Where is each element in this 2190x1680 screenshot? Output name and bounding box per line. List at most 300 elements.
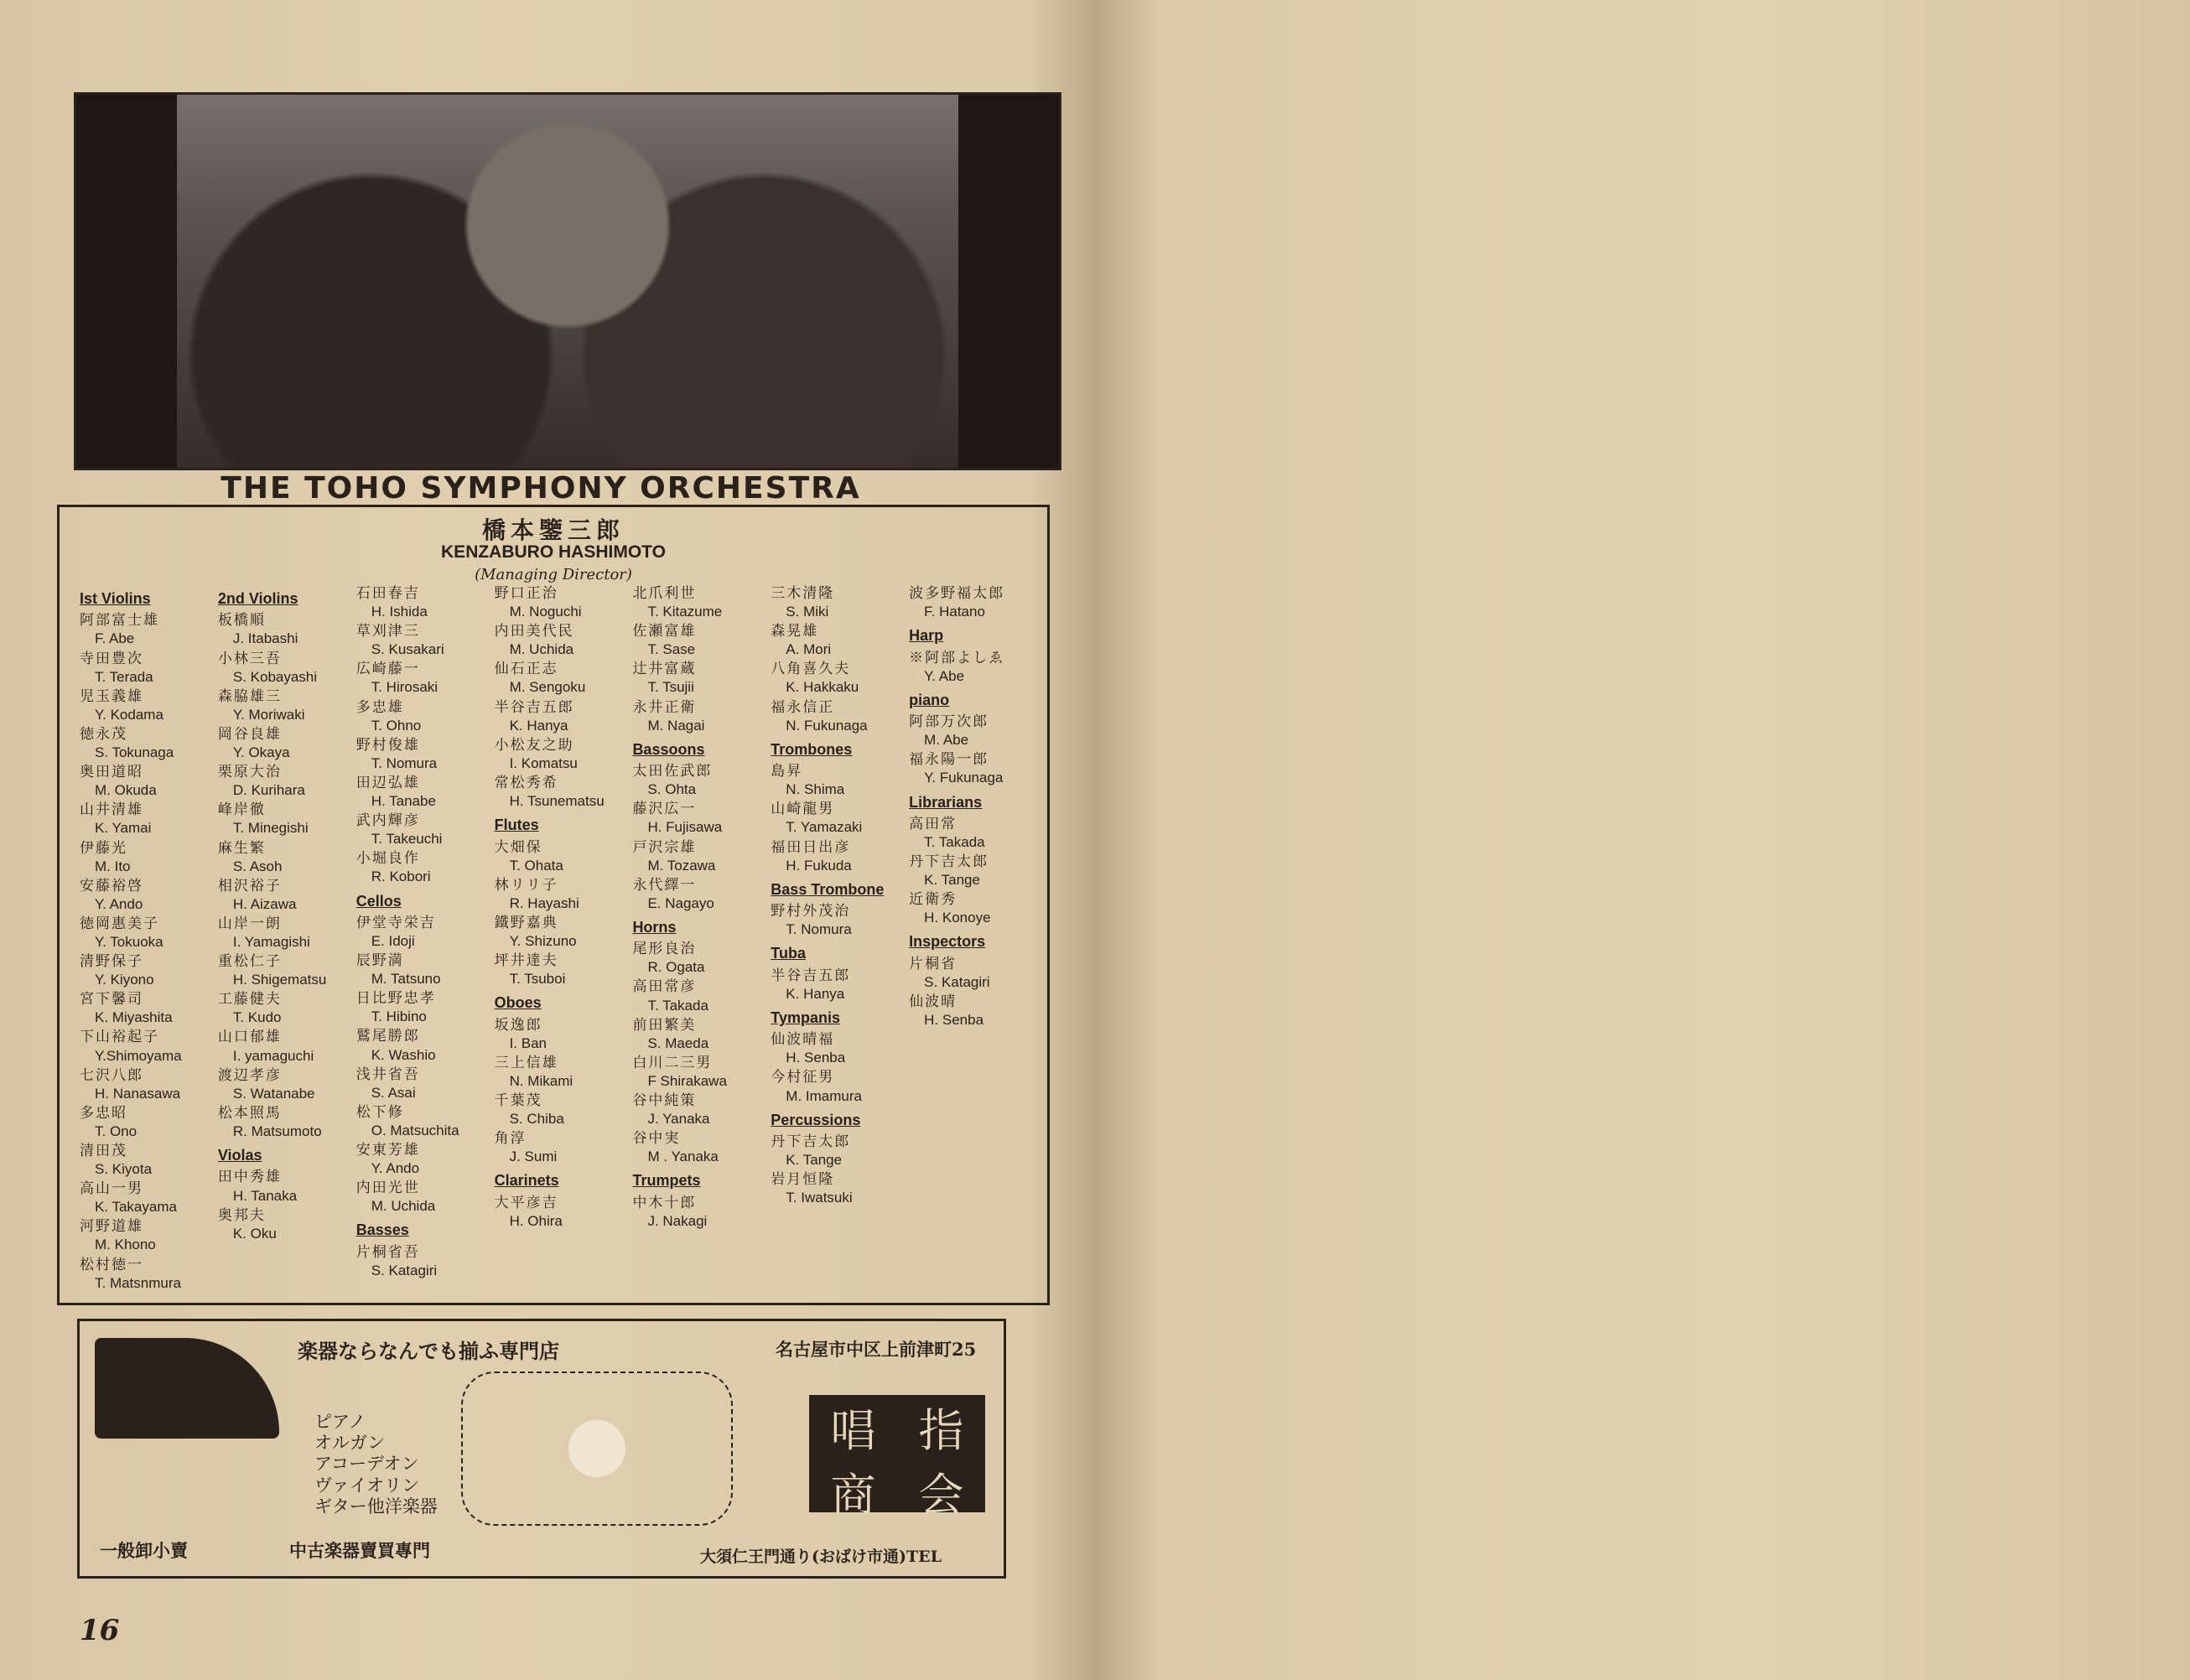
member-jp: 阿部富士雄	[80, 612, 159, 630]
member-jp: 太田佐武郎	[632, 763, 713, 780]
member-jp: 坂逸郎	[494, 1016, 542, 1034]
roster-member	[218, 877, 345, 914]
member-jp: 森晃雄	[771, 623, 819, 640]
member-en: T. Ohno	[371, 717, 422, 734]
member-jp: 三木清隆	[771, 585, 835, 602]
member-en: Y. Fukunaga	[924, 770, 1004, 786]
roster-member	[632, 660, 759, 697]
member-jp: 小堀良作	[355, 850, 420, 868]
roster-member	[632, 800, 759, 837]
member-jp: 岩月恒隆	[771, 1171, 835, 1189]
member-en: E. Idoji	[371, 932, 415, 949]
roster-column	[632, 584, 759, 1294]
member-jp: 多忠雄	[355, 698, 404, 716]
roster-member	[356, 1141, 483, 1178]
shop-char: 指	[918, 1404, 964, 1457]
member-jp: 福田日出彦	[771, 838, 851, 856]
roster-member	[80, 801, 206, 837]
member-en: Y. Abe	[924, 667, 965, 684]
roster-member	[632, 977, 759, 1014]
member-en: T. Kitazume	[647, 604, 723, 620]
roster-member	[218, 1028, 345, 1065]
member-en: K. Hakkaku	[786, 679, 859, 696]
ad-item: ピアノ	[314, 1412, 366, 1432]
roster-member	[495, 838, 621, 875]
roster-member	[495, 736, 621, 773]
roster-member	[80, 687, 206, 724]
roster-member	[771, 902, 897, 939]
member-jp: 内田美代民	[494, 623, 574, 640]
member-en: J. Yanaka	[647, 1111, 710, 1128]
member-en: H. Fujisawa	[647, 819, 723, 836]
ad-tel: 大須仁王門通り(おばけ市通)TEL	[700, 1548, 942, 1566]
member-en: K. Hanya	[509, 717, 568, 734]
roster-member	[495, 1194, 621, 1231]
member-en: K. Hanya	[786, 985, 845, 1002]
stage-wing-right	[958, 95, 1059, 468]
member-en: Y. Tokuoka	[95, 933, 163, 950]
member-en: T. Hibino	[371, 1009, 427, 1025]
member-jp: 鷲尾勝郎	[355, 1028, 420, 1045]
roster-member	[909, 713, 1035, 749]
member-jp: ※阿部よしゑ	[909, 649, 1005, 666]
member-jp: 高田常	[909, 815, 957, 832]
ad-item: オルガン	[314, 1433, 385, 1454]
member-en: R. Matsumoto	[232, 1123, 322, 1139]
roster-member	[218, 611, 345, 648]
roster-member	[218, 1168, 345, 1205]
member-en: H. Ohira	[509, 1212, 563, 1229]
member-en: M . Yanaka	[647, 1149, 719, 1165]
member-en: T. Takada	[924, 834, 985, 851]
roster-member	[80, 839, 206, 876]
roster-member	[909, 993, 1035, 1029]
member-en: T. Ohata	[509, 857, 563, 874]
section-heading: Trombones	[771, 740, 853, 758]
member-en: H. Shigematsu	[232, 972, 327, 988]
roster-member	[80, 763, 206, 800]
roster-member	[632, 1091, 759, 1128]
member-en: Y.Shimoyama	[95, 1047, 182, 1064]
member-en: T. Tsujii	[647, 679, 694, 696]
roster-member	[80, 877, 206, 914]
roster-member	[218, 990, 345, 1027]
ad-used: 中古楽器賣買專門	[289, 1540, 430, 1561]
roster-member	[80, 915, 206, 951]
member-jp: 武内輝彦	[355, 812, 420, 830]
member-en: F Shirakawa	[647, 1072, 727, 1089]
member-jp: 奥田道昭	[80, 764, 143, 781]
roster-member	[771, 698, 897, 735]
ad-address: 名古屋市中区上前津町25	[776, 1339, 977, 1360]
roster-member	[495, 660, 621, 697]
member-jp: 山口郁雄	[217, 1029, 282, 1046]
roster-member	[218, 1104, 345, 1141]
member-en: N. Fukunaga	[786, 717, 868, 734]
orchestra-roster	[57, 505, 1050, 1305]
member-en: I. Ban	[509, 1034, 547, 1051]
member-jp: 片桐省吾	[355, 1243, 420, 1261]
member-jp: 野村俊雄	[355, 736, 420, 754]
member-jp: 徳岡惠美子	[80, 915, 159, 932]
member-jp: 児玉義雄	[80, 687, 143, 705]
bird-icon	[461, 1371, 733, 1526]
member-en: N. Mikami	[509, 1072, 573, 1089]
member-jp: 谷中純策	[632, 1092, 697, 1110]
member-jp: 栗原大治	[217, 764, 282, 781]
member-en: M. Uchida	[371, 1198, 436, 1215]
ad-item: ギター他洋楽器	[314, 1496, 438, 1517]
roster-member	[356, 698, 483, 735]
member-en: T. Iwatsuki	[786, 1190, 853, 1206]
roster-member	[80, 952, 206, 989]
member-jp: 高山一男	[80, 1180, 143, 1198]
member-en: T. Nomura	[371, 754, 438, 771]
roster-member	[356, 989, 483, 1026]
member-jp: 多忠昭	[80, 1104, 127, 1122]
section-heading: Ist Violins	[80, 590, 151, 607]
member-en: M. Khono	[95, 1237, 156, 1253]
roster-member	[356, 1066, 483, 1102]
member-jp: 福永陽一郎	[909, 751, 989, 769]
member-en: I. yamaguchi	[232, 1047, 314, 1064]
roster-member	[356, 584, 483, 621]
member-jp: 半谷吉五郎	[771, 967, 851, 984]
member-en: S. Kiyota	[95, 1161, 153, 1178]
member-en: M. Sengoku	[509, 679, 586, 696]
roster-member	[771, 762, 897, 799]
member-jp: 角淳	[494, 1130, 527, 1148]
roster-member	[771, 660, 897, 697]
roster-member	[632, 876, 759, 913]
member-jp: 奥邦夫	[217, 1206, 266, 1224]
roster-member	[495, 1129, 621, 1166]
member-jp: 浅井省吾	[355, 1066, 420, 1083]
member-en: H. Tanaka	[232, 1187, 298, 1204]
member-jp: 松下修	[355, 1103, 404, 1121]
roster-member	[632, 838, 759, 875]
member-jp: 辰野満	[355, 952, 404, 970]
roster-member	[356, 1243, 483, 1280]
roster-member	[356, 811, 483, 848]
member-jp: 三上信雄	[494, 1054, 558, 1071]
member-en: T. Minegishi	[232, 820, 309, 837]
roster-column	[771, 584, 897, 1294]
roster-member	[80, 990, 206, 1027]
roster-member	[632, 1054, 759, 1091]
member-en: Y. Moriwaki	[232, 706, 305, 723]
roster-member	[909, 649, 1035, 686]
member-en: H. Senba	[786, 1050, 846, 1066]
member-jp: 田辺弘雄	[355, 774, 420, 791]
member-jp: 坪井達夫	[494, 952, 558, 970]
orchestra-photo	[74, 92, 1061, 470]
member-en: S. Ohta	[647, 781, 697, 798]
roster-member	[218, 801, 345, 837]
member-jp: 鐵野嘉典	[494, 914, 558, 931]
member-jp: 峰岸徹	[217, 801, 266, 819]
member-en: I. Komatsu	[509, 754, 578, 771]
roster-member	[356, 849, 483, 886]
member-en: J. Nakagi	[647, 1212, 708, 1229]
roster-member	[909, 815, 1035, 852]
roster-member	[80, 1217, 206, 1254]
member-jp: 福永信正	[771, 698, 835, 716]
member-jp: 中木十郎	[632, 1194, 697, 1211]
member-en: T. Takeuchi	[371, 831, 443, 848]
shop-char: 商	[830, 1469, 876, 1522]
member-jp: 島昇	[771, 763, 803, 780]
member-jp: 山井清雄	[80, 801, 143, 819]
roster-member	[80, 1104, 206, 1141]
member-jp: 前田繁美	[632, 1016, 697, 1034]
section-heading: Inspectors	[909, 933, 986, 951]
instrument-shop-ad	[77, 1319, 1006, 1579]
member-jp: 仙波晴福	[771, 1031, 835, 1049]
member-jp: 森脇雄三	[217, 687, 282, 705]
section-heading: Basses	[355, 1221, 409, 1239]
member-jp: 谷中実	[632, 1130, 681, 1148]
roster-member	[356, 622, 483, 659]
member-en: R. Ogata	[647, 959, 705, 976]
member-en: T. Yamazaki	[786, 819, 863, 836]
roster-member	[771, 1068, 897, 1105]
section-heading: Oboes	[494, 994, 542, 1012]
member-en: H. Ishida	[371, 604, 428, 620]
section-heading: Horns	[632, 918, 677, 936]
member-jp: 常松秀希	[494, 774, 558, 791]
member-jp: 北爪利世	[632, 585, 697, 602]
member-jp: 徳永茂	[80, 725, 127, 743]
manager-jp: 橋本鑒三郎	[481, 516, 625, 544]
roster-member	[218, 687, 345, 724]
member-en: K. Miyashita	[95, 1009, 173, 1026]
member-en: M. Okuda	[95, 782, 157, 799]
roster-member	[771, 800, 897, 837]
ad-item: ヴァイオリン	[314, 1475, 420, 1496]
member-jp: 波多野福太郎	[909, 585, 1005, 602]
roster-member	[771, 1030, 897, 1067]
ad-items	[314, 1412, 438, 1517]
member-jp: 七沢八郎	[80, 1066, 143, 1084]
roster-member	[218, 839, 345, 876]
roster-member	[356, 1179, 483, 1216]
member-jp: 永井正衛	[632, 698, 697, 716]
manager-en: KENZABURO HASHIMOTO	[441, 542, 666, 562]
roster-member	[80, 1028, 206, 1065]
member-en: M. Imamura	[786, 1087, 862, 1104]
roster-member	[909, 750, 1035, 787]
roster-columns	[80, 584, 1035, 1294]
roster-member	[356, 736, 483, 773]
section-heading: Cellos	[355, 892, 402, 910]
roster-member	[80, 650, 206, 687]
roster-column	[80, 584, 206, 1294]
roster-member	[771, 1170, 897, 1207]
member-jp: 八角喜久夫	[771, 661, 851, 678]
member-en: K. Takayama	[95, 1199, 177, 1216]
member-en: M. Ito	[95, 858, 131, 874]
left-page	[0, 0, 1082, 1680]
member-jp: 千葉茂	[494, 1092, 542, 1110]
member-jp: 丹下吉太郎	[909, 853, 989, 871]
ad-wholesale: 一般卸小賣	[100, 1540, 188, 1561]
roster-column	[218, 584, 345, 1294]
page-number-left: 16	[80, 1614, 120, 1647]
section-heading: Librarians	[909, 793, 983, 811]
member-en: S. Asai	[371, 1084, 416, 1101]
member-en: J. Itabashi	[232, 630, 298, 647]
member-en: K. Tange	[786, 1152, 843, 1169]
member-en: I. Yamagishi	[232, 933, 310, 950]
member-jp: 日比野忠孝	[355, 990, 436, 1008]
roster-member	[495, 951, 621, 988]
roster-member	[632, 1129, 759, 1166]
roster-member	[218, 1206, 345, 1243]
member-jp: 辻井富蔵	[632, 661, 697, 678]
roster-member	[218, 763, 345, 800]
roster-member	[909, 853, 1035, 889]
member-en: J. Sumi	[509, 1149, 558, 1165]
roster-member	[356, 774, 483, 811]
roster-member	[495, 622, 621, 659]
roster-member	[356, 914, 483, 951]
member-jp: 仙石正志	[494, 661, 558, 678]
member-en: M. Tatsuno	[371, 971, 441, 988]
roster-member	[218, 952, 345, 989]
member-en: A. Mori	[786, 641, 832, 658]
section-heading: 2nd Violins	[217, 590, 298, 607]
roster-member	[495, 876, 621, 913]
section-heading: Trumpets	[632, 1172, 701, 1190]
roster-member	[632, 698, 759, 735]
member-jp: 野口正治	[494, 585, 558, 602]
member-jp: 清田茂	[80, 1143, 127, 1160]
member-jp: 佐瀬富雄	[632, 623, 697, 640]
roster-member	[632, 762, 759, 799]
member-en: M. Nagai	[647, 717, 705, 734]
member-jp: 尾形良治	[632, 941, 697, 958]
ad-tagline: 楽器ならなんでも揃ふ専門店	[298, 1339, 559, 1363]
member-en: S. Kusakari	[371, 641, 444, 658]
member-en: T. Takada	[647, 997, 708, 1014]
member-jp: 片桐省	[909, 955, 957, 972]
orchestra-title: THE TOHO SYMPHONY ORCHESTRA	[221, 471, 861, 506]
member-jp: 大畑保	[494, 838, 542, 856]
roster-member	[632, 584, 759, 621]
section-heading: Tympanis	[771, 1009, 840, 1026]
roster-member	[356, 1027, 483, 1064]
member-en: H. Senba	[924, 1012, 984, 1029]
roster-member	[80, 1180, 206, 1216]
roster-column	[495, 584, 621, 1294]
member-en: S. Maeda	[647, 1034, 709, 1051]
member-jp: 永代繹一	[632, 876, 697, 894]
member-en: M. Uchida	[509, 641, 574, 658]
member-en: O. Matsuchita	[371, 1122, 459, 1138]
roster-member	[218, 725, 345, 762]
member-en: Y. Ando	[371, 1160, 420, 1177]
member-jp: 高田常彦	[632, 978, 697, 996]
roster-member	[495, 914, 621, 951]
member-en: K. Tange	[924, 872, 980, 889]
member-jp: 岡谷良雄	[217, 725, 282, 743]
member-jp: 近衛秀	[909, 891, 957, 909]
roster-member	[218, 915, 345, 951]
member-jp: 広崎藤一	[355, 661, 420, 678]
member-en: T. Hirosaki	[371, 679, 439, 696]
member-jp: 大平彦吉	[494, 1194, 558, 1211]
member-en: T. Terada	[95, 668, 153, 685]
member-en: H. Aizawa	[232, 895, 297, 912]
member-en: T. Matsnmura	[95, 1274, 181, 1291]
member-en: M. Abe	[924, 732, 969, 749]
shop-char: 会	[918, 1469, 964, 1522]
roster-member	[356, 660, 483, 697]
shop-name-block	[809, 1395, 985, 1522]
roster-member	[771, 838, 897, 875]
section-heading: Bassoons	[632, 740, 705, 758]
member-jp: 板橋順	[217, 612, 266, 630]
manager-role: (Managing Director)	[475, 566, 632, 583]
member-en: S. Kobayashi	[232, 668, 318, 685]
roster-member	[495, 584, 621, 621]
member-en: M. Noguchi	[509, 604, 582, 620]
section-heading: Clarinets	[494, 1172, 559, 1190]
roster-member	[495, 1016, 621, 1053]
roster-member	[495, 1091, 621, 1128]
roster-member	[495, 698, 621, 735]
roster-member	[80, 725, 206, 762]
section-heading: piano	[909, 691, 950, 708]
member-jp: 山岸一朗	[217, 915, 282, 932]
member-en: S. Katagiri	[371, 1262, 438, 1278]
member-en: T. Sase	[647, 641, 696, 658]
member-jp: 仙波晴	[909, 993, 957, 1011]
member-jp: 麻生繁	[217, 839, 266, 857]
member-en: H. Fukuda	[786, 857, 852, 874]
member-en: K. Yamai	[95, 820, 152, 837]
member-en: E. Nagayo	[647, 894, 714, 911]
member-en: S. Asoh	[232, 858, 283, 874]
member-en: T. Tsuboi	[509, 971, 566, 988]
member-jp: 阿部万次郎	[909, 713, 989, 731]
member-jp: 内田光世	[355, 1180, 420, 1197]
roster-member	[632, 1016, 759, 1053]
member-en: T. Ono	[95, 1123, 138, 1139]
roster-member	[771, 584, 897, 621]
member-jp: 田中秀雄	[217, 1169, 282, 1186]
roster-member	[632, 622, 759, 659]
roster-member	[771, 1133, 897, 1169]
member-jp: 相沢裕子	[217, 877, 282, 894]
piano-icon	[95, 1338, 279, 1439]
section-heading: Tuba	[771, 945, 806, 962]
member-jp: 伊藤光	[80, 839, 127, 857]
member-jp: 清野保子	[80, 953, 143, 971]
member-jp: 今村征男	[771, 1069, 835, 1086]
section-heading: Bass Trombone	[771, 880, 885, 898]
member-en: H. Nanasawa	[95, 1085, 181, 1102]
member-jp: 小林三吾	[217, 650, 282, 667]
roster-member	[218, 1066, 345, 1103]
roster-member	[495, 1054, 621, 1091]
section-heading: Flutes	[494, 817, 539, 834]
member-en: F. Abe	[95, 630, 135, 647]
member-jp: 河野道雄	[80, 1218, 143, 1236]
member-en: T. Nomura	[786, 921, 852, 938]
member-jp: 林リリ子	[494, 876, 558, 894]
